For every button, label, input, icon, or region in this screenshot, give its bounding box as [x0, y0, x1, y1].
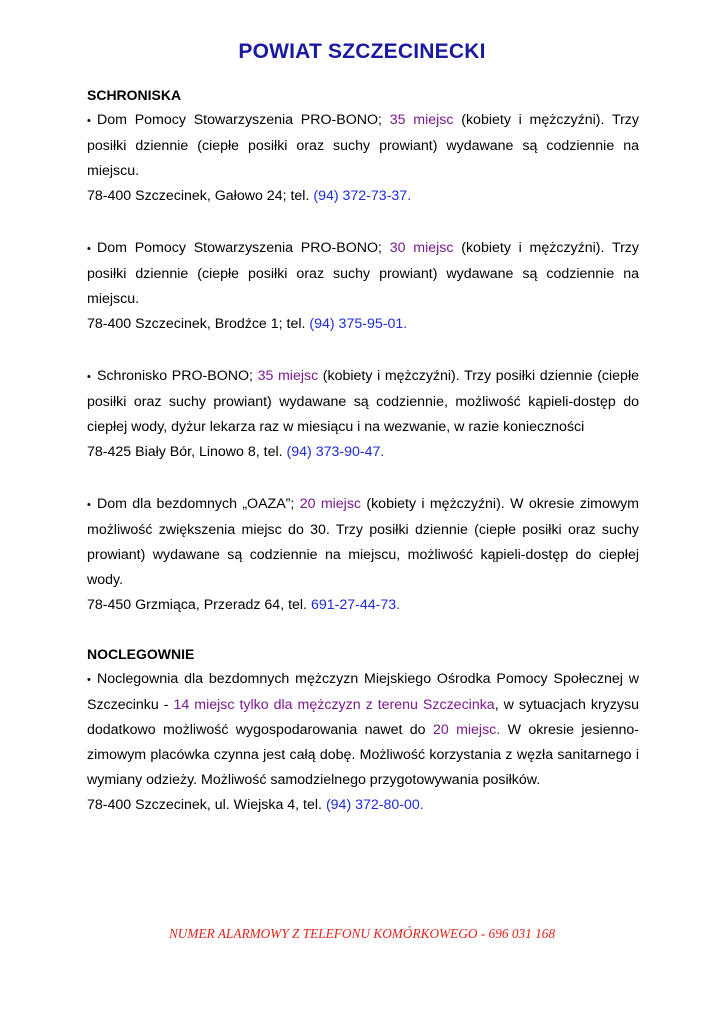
shelter-entry [87, 236, 639, 337]
entry-address-line [87, 793, 639, 818]
entry-phone: (94) 375-95-01 [309, 316, 404, 332]
entry-text [87, 108, 639, 184]
shelter-entry [87, 492, 639, 618]
entry-places: 30 miejsc [389, 240, 454, 256]
entry-end: . [407, 188, 412, 204]
entry-address: 78-400 Szczecinek, Gałowo 24; tel. [87, 188, 314, 204]
entry-description: (kobiety i mężczyźni). Trzy posiłki dziennie (ciepłe posiłki oraz suchy prowiant) wydawane są codziennie, możliwość kąpieli-dostęp do ciepłej wody, dyżur lekarza raz w miesiącu i na wezwanie, w razie konieczności [87, 368, 639, 435]
bullet-icon: • [87, 371, 91, 383]
entry-address-line [87, 593, 639, 618]
bullet-icon: • [87, 243, 91, 255]
entry-address-line [87, 312, 639, 337]
entry-description: (kobiety i mężczyźni). Trzy posiłki dziennie (ciepłe posiłki oraz suchy prowiant) wydawane są codziennie na miejscu. [87, 112, 639, 179]
entry-end: . [380, 444, 385, 460]
entry-phone: (94) 372-73-37 [313, 188, 408, 204]
night-shelter-entry [87, 667, 639, 818]
entry-places: 14 miejsc tylko dla mężczyzn z terenu Szczecinka [173, 697, 495, 713]
entry-places: 35 miejsc [257, 368, 319, 384]
entry-text [87, 667, 639, 793]
entry-text [87, 364, 639, 440]
section-heading-schroniska: SCHRONISKA [87, 87, 182, 103]
entry-phone: (94) 373-90-47 [286, 444, 381, 460]
entry-address: 78-400 Szczecinek, Brodźce 1; tel. [87, 316, 310, 332]
entry-extra-places: 20 miejsc. [432, 722, 501, 738]
section-heading-noclegownie: NOCLEGOWNIE [87, 646, 195, 662]
entry-address: 78-450 Grzmiąca, Przeradz 64, tel. [87, 597, 311, 613]
page-title: POWIAT SZCZECINECKI [238, 40, 486, 63]
entry-name: Dom Pomocy Stowarzyszenia PRO-BONO; [97, 240, 390, 256]
entry-address-line [87, 184, 639, 209]
entry-description: (kobiety i mężczyźni). W okresie zimowym możliwość zwiększenia miejsc do 30. Trzy posiłki dziennie (ciepłe posiłki oraz suchy prowiant) wydawane są codziennie na miejscu, możliwość kąpieli-dostęp do ciepłej wody. [87, 496, 639, 588]
entry-name: Dom Pomocy Stowarzyszenia PRO-BONO; [97, 112, 390, 128]
entry-places: 20 miejsc [299, 496, 362, 512]
entry-description: (kobiety i mężczyźni). Trzy posiłki dziennie (ciepłe posiłki oraz suchy prowiant) wydawane są codziennie na miejscu. [87, 240, 639, 307]
entry-phone: (94) 372-80-00. [325, 797, 424, 813]
entry-middle: , w sytuacjach kryzysu dodatkowo możliwość wygospodarowania nawet do [87, 697, 639, 738]
entry-text [87, 492, 639, 593]
entry-name: Schronisko PRO-BONO; [97, 368, 258, 384]
bullet-icon: • [87, 499, 91, 511]
entry-name: Noclegownia dla bezdomnych mężczyzn Miejskiego Ośrodka Pomocy Społecznej w Szczecinku - [87, 671, 639, 713]
entry-places: 35 miejsc [389, 112, 454, 128]
emergency-number-footer: NUMER ALARMOWY Z TELEFONU KOMÓRKOWEGO - 696 031 168 [168, 926, 556, 941]
entry-address: 78-400 Szczecinek, ul. Wiejska 4, tel. [87, 797, 326, 813]
entry-description: W okresie jesienno-zimowym placówka czynna jest całą dobę. Możliwość korzystania z węzła sanitarnego i wymiany odzieży. Możliwość samodzielnego przygotowywania posiłków. [87, 722, 639, 788]
entry-address: 78-425 Biały Bór, Linowo 8, tel. [87, 444, 287, 460]
document-content [87, 84, 639, 818]
shelter-entry [87, 108, 639, 209]
entry-end: . [396, 597, 401, 613]
entry-address-line [87, 440, 639, 465]
entry-end: . [403, 316, 408, 332]
bullet-icon: • [87, 674, 91, 686]
shelter-entry [87, 364, 639, 465]
entry-text [87, 236, 639, 312]
entry-name: Dom dla bezdomnych „OAZA”; [97, 496, 300, 512]
bullet-icon: • [87, 115, 91, 127]
entry-phone: 691-27-44-73 [310, 597, 397, 613]
